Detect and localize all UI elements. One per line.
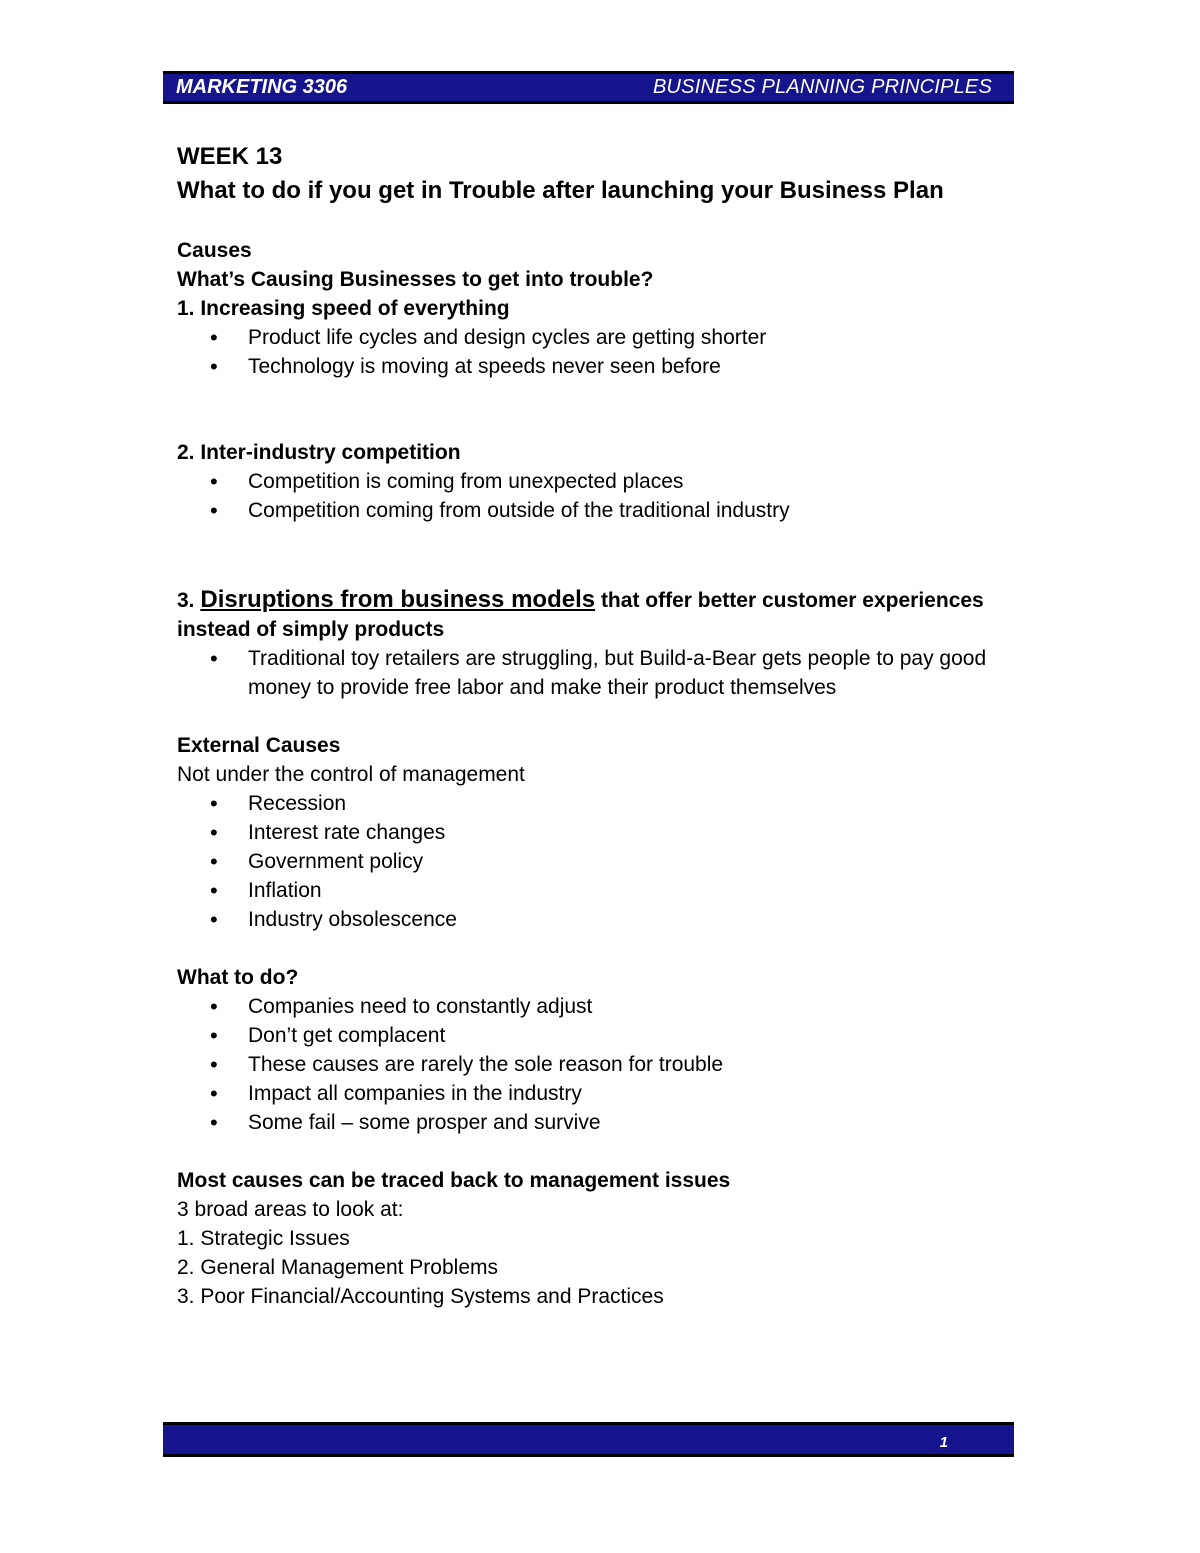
management-item: 1. Strategic Issues	[177, 1227, 350, 1250]
list-item: • Don’t get complacent	[177, 1021, 1007, 1050]
external-subheading: Not under the control of management	[177, 763, 525, 786]
header-subject: BUSINESS PLANNING PRINCIPLES	[652, 76, 992, 98]
list-item: • Interest rate changes	[177, 818, 1007, 847]
causes-question: What’s Causing Businesses to get into trouble?	[177, 268, 654, 291]
list-item: • Competition is coming from unexpected places	[177, 467, 1007, 496]
management-item: 3. Poor Financial/Accounting Systems and Practices	[177, 1285, 664, 1308]
week-title: WEEK 13	[177, 143, 283, 170]
list-item: • Inflation	[177, 876, 1007, 905]
section3-heading	[177, 585, 1007, 644]
section3-list	[177, 644, 1007, 702]
list-item: • Government policy	[177, 847, 1007, 876]
what-to-do-list	[177, 992, 1007, 1137]
header-course: MARKETING 3306	[176, 76, 348, 98]
list-item: • Traditional toy retailers are struggling, but Build-a-Bear gets people to pay good money to provide free labor and make their product themselves	[177, 644, 1007, 702]
page-number: 1	[939, 1434, 948, 1451]
list-item: • Competition coming from outside of the traditional industry	[177, 496, 1007, 525]
document-body	[177, 140, 1007, 1311]
section3-rest: that offer better customer experiences instead of simply products	[177, 589, 984, 641]
section2-list	[177, 467, 1007, 525]
section2-heading: 2. Inter-industry competition	[177, 441, 461, 464]
list-item: • Recession	[177, 789, 1007, 818]
list-item: • These causes are rarely the sole reason for trouble	[177, 1050, 1007, 1079]
management-heading: Most causes can be traced back to management issues	[177, 1169, 731, 1192]
page-footer	[163, 1422, 1014, 1457]
external-list	[177, 789, 1007, 934]
list-item: • Industry obsolescence	[177, 905, 1007, 934]
list-item: • Companies need to constantly adjust	[177, 992, 1007, 1021]
management-intro: 3 broad areas to look at:	[177, 1198, 404, 1221]
section3-number: 3.	[177, 589, 195, 612]
list-item: • Technology is moving at speeds never seen before	[177, 352, 1007, 381]
what-to-do-heading: What to do?	[177, 966, 299, 989]
management-item: 2. General Management Problems	[177, 1256, 498, 1279]
page-heading: What to do if you get in Trouble after launching your Business Plan	[177, 177, 944, 204]
list-item: • Impact all companies in the industry	[177, 1079, 1007, 1108]
page-header	[163, 71, 1014, 104]
section1-list	[177, 323, 1007, 381]
section1-heading: 1. Increasing speed of everything	[177, 297, 510, 320]
external-heading: External Causes	[177, 734, 341, 757]
list-item: • Some fail – some prosper and survive	[177, 1108, 1007, 1137]
section3-underlined: Disruptions from business models	[200, 586, 596, 613]
causes-heading: Causes	[177, 239, 252, 262]
list-item: • Product life cycles and design cycles are getting shorter	[177, 323, 1007, 352]
